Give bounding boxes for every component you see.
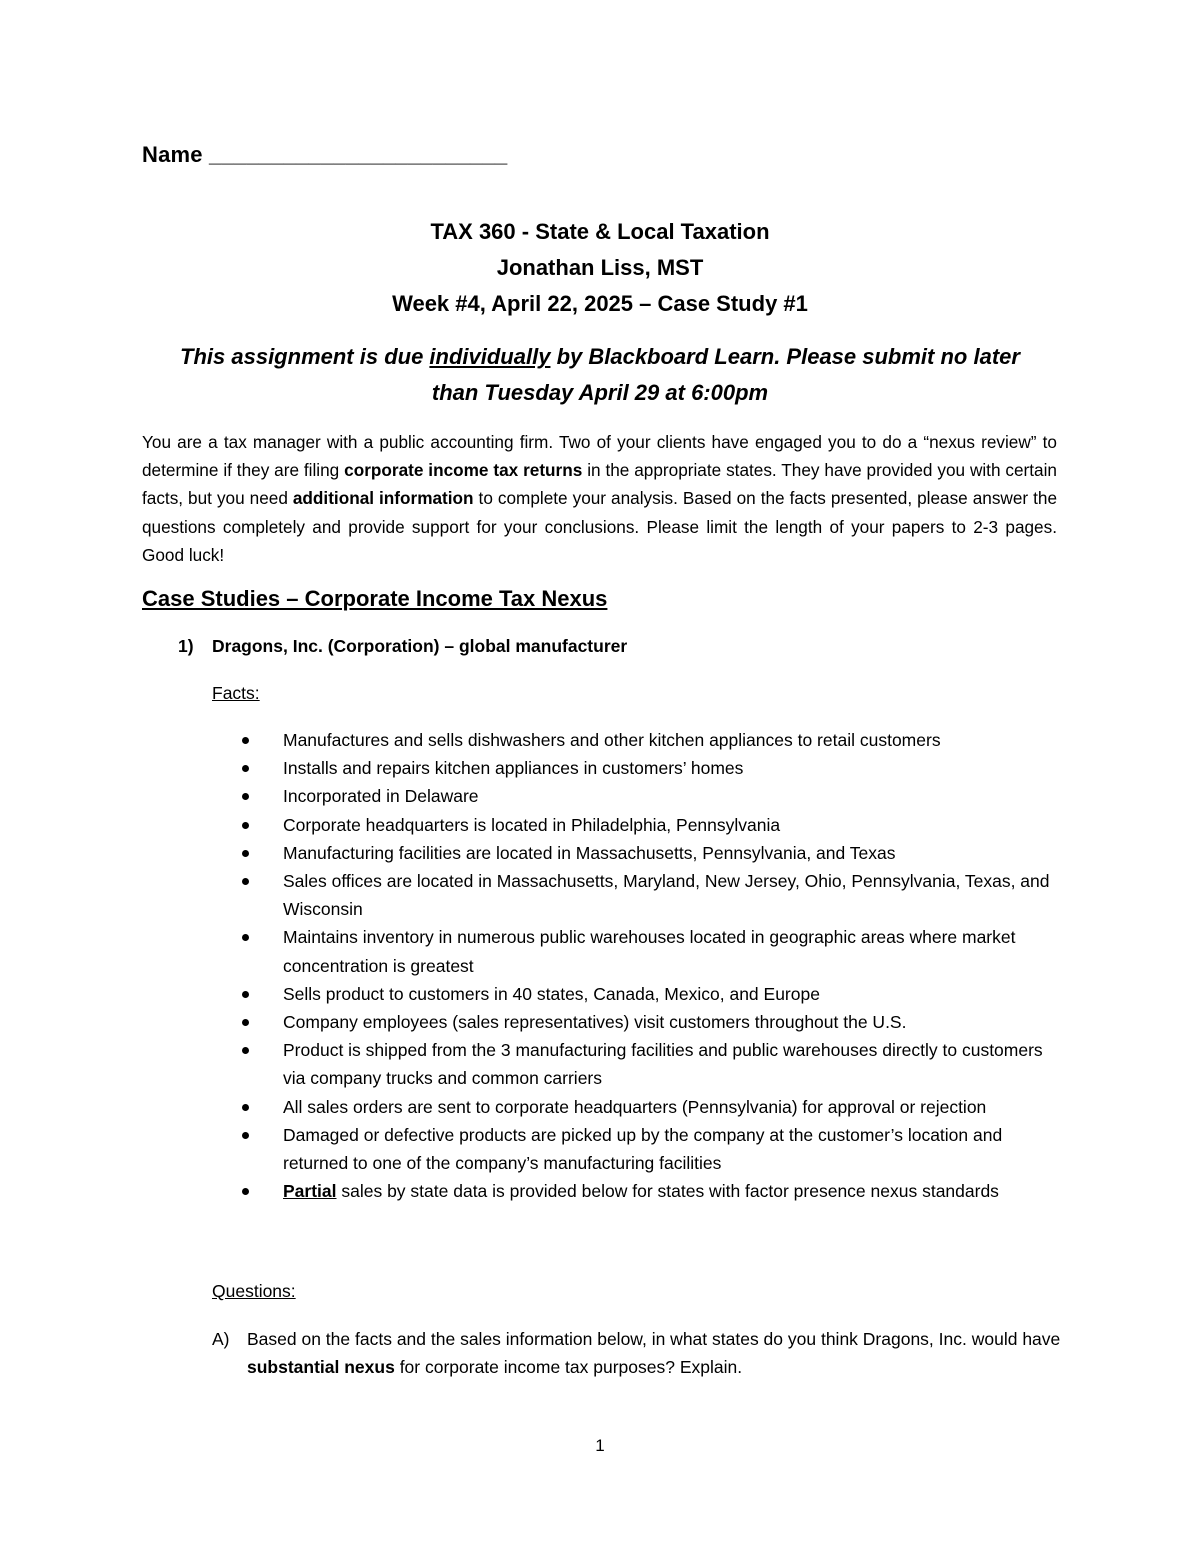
fact-text: Sales offices are located in Massachusetts, Maryland, New Jersey, Ohio, Pennsylvania, Texas, and Wisconsin: [283, 871, 1050, 920]
question-a: [212, 1325, 1062, 1381]
intro-paragraph: [142, 428, 1057, 569]
intro-text-1: You are a tax manager with a public accounting firm. Two of your clients have engaged you to do a “nexus review” to determine if they are filing: [142, 432, 1057, 481]
bullet-icon: [242, 1104, 249, 1111]
bullet-icon: [242, 850, 249, 857]
list-item: [212, 1036, 1062, 1092]
questions-label: Questions:: [212, 1281, 296, 1301]
intro-text-2: in the appropriate states. They have provided you with certain facts, but you need: [142, 460, 1057, 509]
case-title: Dragons, Inc. (Corporation) – global manufacturer: [212, 636, 628, 656]
bullet-icon: [242, 934, 249, 941]
case-heading: [178, 636, 627, 657]
section-title: Case Studies – Corporate Income Tax Nexus: [142, 586, 608, 611]
fact-text: All sales orders are sent to corporate headquarters (Pennsylvania) for approval or rejection: [283, 1096, 987, 1117]
list-item: [212, 867, 1062, 923]
bullet-icon: [242, 737, 249, 744]
fact-text: Damaged or defective products are picked up by the company at the customer’s location and returned to one of the company’s manufacturing facilities: [283, 1124, 1003, 1174]
intro-bold-2: additional information: [292, 488, 474, 509]
course-title: TAX 360 - State & Local Taxation: [430, 219, 770, 244]
intro-text-3: to complete your analysis. Based on the facts presented, please answer the questions completely and provide support for your conclusions. Please limit the length of your papers to 2-3 pages. Good luck!: [142, 488, 1058, 565]
bullet-icon: [242, 991, 249, 998]
due-notice: [0, 339, 1200, 411]
question-text-1: Based on the facts and the sales information below, in what states do you think Dragons, Inc. would have: [247, 1329, 1061, 1349]
fact-text: sales by state data is provided below for states with factor presence nexus standards: [336, 1181, 999, 1202]
list-item: [212, 1177, 1062, 1205]
partial-emphasis: Partial: [283, 1181, 337, 1202]
fact-text: Incorporated in Delaware: [283, 786, 479, 807]
facts-list: [212, 726, 1062, 1205]
fact-text: Product is shipped from the 3 manufacturing facilities and public warehouses directly to customers via company trucks and common carriers: [283, 1040, 1043, 1089]
fact-text: Manufactures and sells dishwashers and other kitchen appliances to retail customers: [283, 730, 941, 750]
due-text-1: This assignment is due: [180, 344, 430, 369]
fact-text: Manufacturing facilities are located in Massachusetts, Pennsylvania, and Texas: [283, 842, 896, 863]
course-header: [0, 214, 1200, 322]
question-label: A): [212, 1329, 230, 1349]
intro-bold-1: corporate income tax returns: [344, 460, 583, 481]
week-line: Week #4, April 22, 2025 – Case Study #1: [392, 291, 808, 316]
question-text-2: for corporate income tax purposes? Explain.: [394, 1357, 743, 1378]
fact-text: Installs and repairs kitchen appliances in customers’ homes: [283, 758, 744, 779]
list-item: [212, 1121, 1062, 1177]
page-number: 1: [595, 1436, 605, 1455]
name-line: Name ________________________: [142, 142, 508, 167]
fact-text: Maintains inventory in numerous public warehouses located in geographic areas where market concentration is greatest: [283, 927, 1016, 976]
fact-text: Corporate headquarters is located in Philadelphia, Pennsylvania: [283, 814, 781, 835]
fact-text: Company employees (sales representatives) visit customers throughout the U.S.: [283, 1012, 907, 1033]
bullet-icon: [242, 1188, 249, 1195]
due-line-2: than Tuesday April 29 at 6:00pm: [431, 380, 769, 405]
bullet-icon: [242, 793, 249, 800]
list-item: [212, 754, 1062, 782]
list-item: [212, 726, 1062, 754]
bullet-icon: [242, 1132, 249, 1139]
list-item: [212, 811, 1062, 839]
list-item: [212, 839, 1062, 867]
due-text-2: by Blackboard Learn. Please submit no later: [550, 344, 1020, 369]
instructor-name: Jonathan Liss, MST: [496, 255, 704, 280]
list-item: [212, 980, 1062, 1008]
fact-text: Sells product to customers in 40 states, Canada, Mexico, and Europe: [283, 983, 820, 1004]
due-emphasis: individually: [429, 344, 551, 369]
bullet-icon: [242, 765, 249, 772]
list-item: [212, 1093, 1062, 1121]
bullet-icon: [242, 1047, 249, 1054]
bullet-icon: [242, 822, 249, 829]
list-item: [212, 782, 1062, 810]
question-emphasis: substantial nexus: [247, 1357, 395, 1378]
bullet-icon: [242, 878, 249, 885]
case-number: 1): [178, 636, 194, 656]
bullet-icon: [242, 1019, 249, 1026]
due-line-1: [0, 339, 1200, 375]
list-item: [212, 923, 1062, 979]
list-item: [212, 1008, 1062, 1036]
question-text: [212, 1325, 1062, 1381]
facts-label: Facts:: [212, 683, 260, 703]
